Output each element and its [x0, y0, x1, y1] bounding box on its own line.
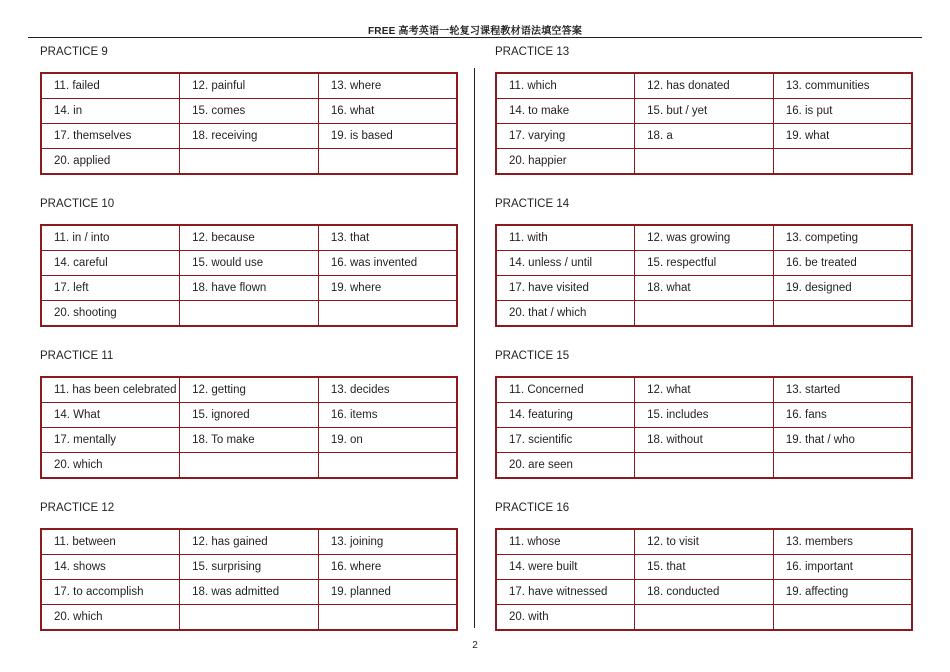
table-row [41, 605, 457, 631]
answer-cell: 12. was growing [635, 225, 774, 251]
answer-cell [180, 453, 319, 479]
answer-cell: 14. careful [41, 251, 180, 276]
answer-cell: 19. that / who [773, 428, 912, 453]
answer-cell: 15. respectful [635, 251, 774, 276]
answer-cell [318, 149, 457, 175]
answer-cell: 17. have visited [496, 276, 635, 301]
answer-cell: 19. affecting [773, 580, 912, 605]
header-rule [28, 37, 922, 38]
answer-cell: 12. because [180, 225, 319, 251]
answer-cell: 19. planned [318, 580, 457, 605]
answer-cell: 17. varying [496, 124, 635, 149]
answer-cell: 11. whose [496, 529, 635, 555]
answer-cell: 15. would use [180, 251, 319, 276]
answer-cell: 18. a [635, 124, 774, 149]
answer-cell: 11. Concerned [496, 377, 635, 403]
answer-cell [635, 149, 774, 175]
practice-title: PRACTICE 15 [495, 350, 570, 362]
table-row [41, 99, 457, 124]
answer-cell: 12. to visit [635, 529, 774, 555]
table-row [41, 428, 457, 453]
answer-cell [635, 605, 774, 631]
answer-table [40, 224, 458, 327]
practice-title: PRACTICE 14 [495, 198, 570, 210]
table-row [496, 403, 912, 428]
answer-cell: 14. unless / until [496, 251, 635, 276]
answer-cell [318, 301, 457, 327]
answer-cell: 11. between [41, 529, 180, 555]
table-row [496, 453, 912, 479]
answer-cell [773, 301, 912, 327]
answer-cell: 13. started [773, 377, 912, 403]
practice-9-section [40, 45, 458, 175]
answer-cell [180, 605, 319, 631]
table-row [41, 124, 457, 149]
answer-cell: 19. what [773, 124, 912, 149]
answer-cell [180, 301, 319, 327]
answer-cell [318, 453, 457, 479]
answer-cell: 12. has donated [635, 73, 774, 99]
answer-cell: 18. conducted [635, 580, 774, 605]
column-divider [474, 68, 475, 628]
page-number: 2 [472, 640, 478, 651]
table-row [496, 301, 912, 327]
answer-cell: 13. where [318, 73, 457, 99]
answer-cell: 14. in [41, 99, 180, 124]
answer-cell: 15. that [635, 555, 774, 580]
answer-cell: 19. designed [773, 276, 912, 301]
answer-table [40, 376, 458, 479]
answer-table [495, 376, 913, 479]
answer-cell: 13. joining [318, 529, 457, 555]
answer-cell: 11. in / into [41, 225, 180, 251]
table-row [496, 555, 912, 580]
table-row [496, 529, 912, 555]
practice-title: PRACTICE 11 [40, 350, 114, 362]
answer-cell: 13. that [318, 225, 457, 251]
answer-cell: 12. what [635, 377, 774, 403]
practice-11-section [40, 349, 458, 479]
table-row [41, 301, 457, 327]
answer-cell [773, 453, 912, 479]
answer-cell: 17. scientific [496, 428, 635, 453]
table-row [41, 251, 457, 276]
answer-cell [635, 301, 774, 327]
table-row [41, 276, 457, 301]
answer-cell: 18. was admitted [180, 580, 319, 605]
answer-cell: 20. are seen [496, 453, 635, 479]
answer-cell: 16. was invented [318, 251, 457, 276]
answer-cell: 19. where [318, 276, 457, 301]
table-row [496, 99, 912, 124]
table-row [496, 149, 912, 175]
table-row [41, 555, 457, 580]
table-row [496, 605, 912, 631]
answer-cell: 12. getting [180, 377, 319, 403]
answer-table [40, 528, 458, 631]
answer-table [495, 528, 913, 631]
practice-13-section [495, 45, 913, 175]
answer-cell: 14. were built [496, 555, 635, 580]
table-row [496, 580, 912, 605]
table-row [41, 73, 457, 99]
answer-cell: 11. failed [41, 73, 180, 99]
answer-cell: 14. What [41, 403, 180, 428]
practice-14-section [495, 197, 913, 327]
table-row [41, 580, 457, 605]
answer-cell [773, 149, 912, 175]
answer-cell: 11. has been celebrated [41, 377, 180, 403]
answer-cell: 20. with [496, 605, 635, 631]
table-row [41, 225, 457, 251]
table-row [496, 251, 912, 276]
answer-cell: 20. that / which [496, 301, 635, 327]
answer-cell: 14. to make [496, 99, 635, 124]
answer-cell: 17. to accomplish [41, 580, 180, 605]
answer-cell: 16. be treated [773, 251, 912, 276]
answer-cell: 12. painful [180, 73, 319, 99]
answer-cell: 13. communities [773, 73, 912, 99]
answer-cell: 20. which [41, 453, 180, 479]
answer-cell: 18. what [635, 276, 774, 301]
table-row [496, 276, 912, 301]
practice-title: PRACTICE 12 [40, 502, 115, 514]
answer-table [40, 72, 458, 175]
answer-cell: 16. fans [773, 403, 912, 428]
answer-cell: 16. what [318, 99, 457, 124]
table-row [496, 73, 912, 99]
table-row [496, 428, 912, 453]
table-row [496, 124, 912, 149]
answer-cell: 11. which [496, 73, 635, 99]
answer-cell: 15. comes [180, 99, 319, 124]
answer-cell: 17. left [41, 276, 180, 301]
practice-16-section [495, 501, 913, 631]
answer-cell: 18. To make [180, 428, 319, 453]
practice-title: PRACTICE 9 [40, 46, 108, 58]
answer-cell: 19. on [318, 428, 457, 453]
answer-cell: 20. applied [41, 149, 180, 175]
answer-cell: 17. mentally [41, 428, 180, 453]
answer-cell [180, 149, 319, 175]
answer-table [495, 224, 913, 327]
practice-12-section [40, 501, 458, 631]
table-row [41, 403, 457, 428]
answer-cell: 11. with [496, 225, 635, 251]
answer-cell: 20. shooting [41, 301, 180, 327]
answer-table [495, 72, 913, 175]
answer-cell: 16. is put [773, 99, 912, 124]
answer-cell: 20. happier [496, 149, 635, 175]
practice-title: PRACTICE 10 [40, 198, 115, 210]
answer-cell: 15. includes [635, 403, 774, 428]
table-row [496, 225, 912, 251]
answer-cell: 19. is based [318, 124, 457, 149]
answer-cell: 17. themselves [41, 124, 180, 149]
answer-cell [318, 605, 457, 631]
practice-title: PRACTICE 13 [495, 46, 570, 58]
answer-cell: 13. decides [318, 377, 457, 403]
table-row [41, 149, 457, 175]
answer-cell: 13. members [773, 529, 912, 555]
answer-cell: 17. have witnessed [496, 580, 635, 605]
answer-cell: 16. where [318, 555, 457, 580]
answer-cell: 15. surprising [180, 555, 319, 580]
answer-cell: 14. shows [41, 555, 180, 580]
answer-cell: 18. receiving [180, 124, 319, 149]
answer-cell: 20. which [41, 605, 180, 631]
table-row [496, 377, 912, 403]
answer-cell: 18. without [635, 428, 774, 453]
answer-cell: 18. have flown [180, 276, 319, 301]
answer-cell: 16. important [773, 555, 912, 580]
practice-15-section [495, 349, 913, 479]
document-header: FREE 高考英语一轮复习课程教材语法填空答案 [367, 26, 583, 37]
answer-cell: 15. but / yet [635, 99, 774, 124]
practice-title: PRACTICE 16 [495, 502, 570, 514]
answer-cell: 13. competing [773, 225, 912, 251]
table-row [41, 529, 457, 555]
answer-cell: 14. featuring [496, 403, 635, 428]
answer-cell [635, 453, 774, 479]
answer-cell: 12. has gained [180, 529, 319, 555]
answer-cell: 15. ignored [180, 403, 319, 428]
table-row [41, 377, 457, 403]
table-row [41, 453, 457, 479]
answer-cell: 16. items [318, 403, 457, 428]
answer-cell [773, 605, 912, 631]
practice-10-section [40, 197, 458, 327]
